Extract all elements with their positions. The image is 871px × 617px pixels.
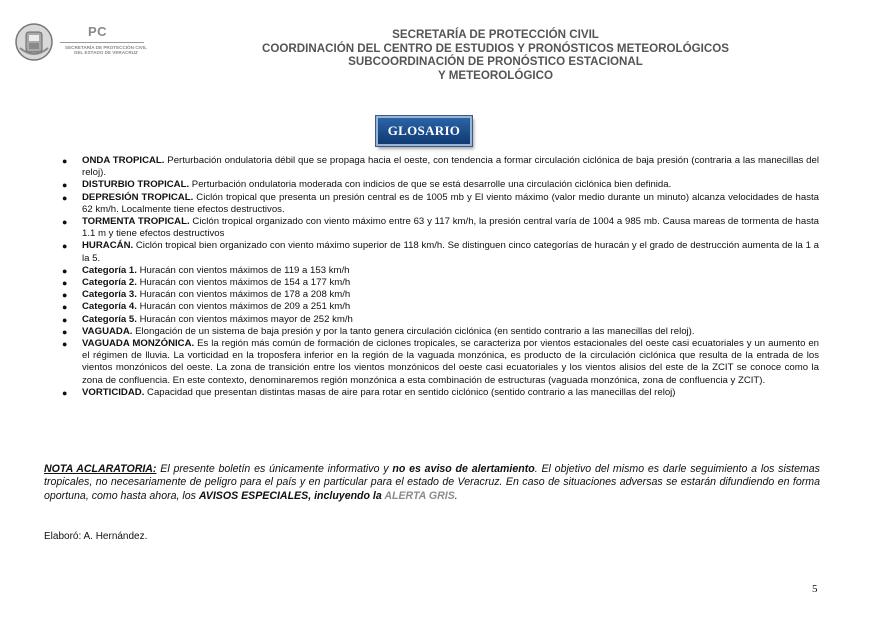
bullet-icon: ● bbox=[62, 265, 68, 276]
glossary-term: Categoría 1. bbox=[82, 264, 137, 276]
glossary-item bbox=[62, 277, 819, 289]
glossary-item bbox=[62, 179, 819, 191]
glossary-definition: Perturbación ondulatoria débil que se propaga hacia el oeste, con tendencia a formar circulación ciclónica de baja presión (contraria a las manecillas del reloj). bbox=[82, 155, 819, 179]
glossary-term: DISTURBIO TROPICAL. bbox=[82, 179, 190, 191]
glossary-term: TORMENTA TROPICAL. bbox=[82, 216, 190, 228]
glossary-definition: Huracán con vientos máximos mayor de 252 km/h bbox=[136, 313, 353, 325]
glossary-item bbox=[62, 240, 819, 264]
nota-bold-2: AVISOS ESPECIALES, incluyendo la bbox=[198, 489, 385, 502]
pc-logo bbox=[14, 22, 147, 64]
glossary-term: Categoría 4. bbox=[82, 301, 137, 313]
glossary-definition: Ciclón tropical organizado con viento máximo entre 63 y 117 km/h, la presión central varía de 1004 a 985 mb. Causa mareas de tormenta de hasta 1.1 m y tiene efectos destructivos bbox=[82, 216, 819, 240]
nota-text-1: El presente boletín es únicamente informativo y bbox=[156, 463, 393, 475]
glossary-item bbox=[62, 338, 819, 387]
bullet-icon: ● bbox=[62, 241, 68, 252]
glossary-definition: Perturbación ondulatoria moderada con indicios de que se está desarrolle una circulación ciclónica bien definida. bbox=[189, 179, 672, 191]
glossary-term: VAGUADA. bbox=[82, 325, 133, 337]
bullet-icon: ● bbox=[62, 314, 68, 325]
nota-bold-1: no es aviso de alertamiento bbox=[392, 463, 535, 475]
alerta-gris: ALERTA GRIS bbox=[384, 489, 455, 502]
glosario-heading-button: GLOSARIO bbox=[376, 116, 472, 146]
logo-divider bbox=[60, 42, 144, 43]
nota-text-3: . bbox=[454, 489, 458, 502]
logo-pc-text: PC bbox=[88, 24, 108, 39]
bullet-icon: ● bbox=[62, 387, 68, 398]
glossary-list bbox=[62, 155, 819, 399]
glossary-item bbox=[62, 216, 819, 240]
nota-label: NOTA ACLARATORIA: bbox=[44, 463, 157, 475]
glossary-term: Categoría 5. bbox=[82, 313, 137, 325]
page-number: 5 bbox=[812, 583, 818, 595]
bullet-icon: ● bbox=[62, 156, 68, 166]
bullet-icon: ● bbox=[62, 326, 68, 337]
header-line-4: Y METEOROLÓGICO bbox=[437, 68, 554, 82]
header-line-1: SECRETARÍA DE PROTECCIÓN CIVIL bbox=[392, 28, 599, 41]
glossary-definition: Capacidad que presentan distintas masas de aire para rotar en sentido ciclónico (sentido contrario a las manecillas del reloj) bbox=[144, 386, 676, 398]
glossary-item bbox=[62, 155, 819, 179]
document-header bbox=[160, 28, 831, 82]
bullet-icon: ● bbox=[62, 290, 68, 301]
glossary-term: VORTICIDAD. bbox=[82, 386, 145, 398]
bullet-icon: ● bbox=[62, 217, 68, 228]
header-line-2: COORDINACIÓN DEL CENTRO DE ESTUDIOS Y PRONÓSTICOS METEOROLÓGICOS bbox=[261, 41, 730, 55]
veracruz-seal-icon bbox=[14, 22, 54, 62]
glossary-definition: Huracán con vientos máximos de 154 a 177 km/h bbox=[136, 277, 351, 289]
author-line: Elaboró: A. Hernández. bbox=[44, 531, 148, 542]
nota-aclaratoria bbox=[44, 463, 820, 503]
glossary-item bbox=[62, 326, 819, 338]
nota-text-2: . El objetivo del mismo es darle seguimiento a los sistemas tropicales, no necesariamente de peligro para el país y en particular para el estado de Veracruz. En caso de situaciones adversas se estarán difundiendo en forma oportuna, como hasta ahora, los bbox=[44, 463, 820, 502]
glossary-item bbox=[62, 314, 819, 326]
glossary-definition: Huracán con vientos máximos de 178 a 208 km/h bbox=[136, 289, 351, 301]
glossary-definition: Huracán con vientos máximos de 119 a 153 km/h bbox=[136, 264, 350, 276]
logo-subtext: SECRETARÍA DE PROTECCIÓN CIVIL DEL ESTADO DE VERACRUZ bbox=[65, 45, 147, 56]
glossary-definition: Huracán con vientos máximos de 209 a 251 km/h bbox=[136, 301, 351, 313]
header-line-3: SUBCOORDINACIÓN DE PRONÓSTICO ESTACIONAL bbox=[348, 55, 643, 69]
glossary-term: Categoría 3. bbox=[82, 289, 137, 301]
glossary-item bbox=[62, 387, 819, 399]
glossary-definition: Ciclón tropical que presenta un presión central es de 1005 mb y El viento máximo (valor medio durante un minuto) alcanza velocidades de hasta 62 km/h. Localmente tiene efectos destructivos. bbox=[82, 191, 820, 215]
bullet-icon: ● bbox=[62, 339, 68, 350]
glossary-term: Categoría 2. bbox=[82, 277, 137, 289]
glossary-term: HURACÁN. bbox=[82, 240, 134, 252]
bullet-icon: ● bbox=[62, 302, 68, 313]
glossary-term: DEPRESIÓN TROPICAL. bbox=[82, 191, 194, 203]
bullet-icon: ● bbox=[62, 192, 68, 203]
bullet-icon: ● bbox=[62, 180, 68, 191]
glossary-item bbox=[62, 301, 819, 313]
glossary-definition: Elongación de un sistema de baja presión y por la tanto genera circulación ciclónica (en sentido contrario a las manecillas del reloj). bbox=[132, 325, 695, 337]
glossary-item bbox=[62, 265, 819, 277]
bullet-icon: ● bbox=[62, 278, 68, 289]
glossary-term: ONDA TROPICAL. bbox=[82, 155, 165, 166]
glossary-definition: Es la región más común de formación de ciclones tropicales, se caracteriza por vientos estacionales del oeste casi ecuatoriales y un aumento en el régimen de lluvia. La vorticidad en la troposfera inferior en la región de la vaguada monzónica, es producto de la circulación ciclónica que resulta de la entrada de los vientos monzónicos del oeste. La zona de transición entre los vientos monzónicos del oeste casi ecuatoriales y los vientos alisios del este de la ZCIT se conoce como la zona de confluencia. En este contexto, denominaremos región monzónica a esta combinación de estructuras (vaguada monzónica, zona de confluencia y ZCIT). bbox=[82, 338, 820, 386]
glossary-item bbox=[62, 192, 819, 216]
glossary-definition: Ciclón tropical bien organizado con viento máximo superior de 118 km/h. Se distinguen cinco categorías de huracán y el grado de destrucción aumenta de la 1 a la 5. bbox=[82, 240, 819, 264]
glossary-term: VAGUADA MONZÓNICA. bbox=[82, 338, 195, 350]
glossary-item bbox=[62, 289, 819, 301]
